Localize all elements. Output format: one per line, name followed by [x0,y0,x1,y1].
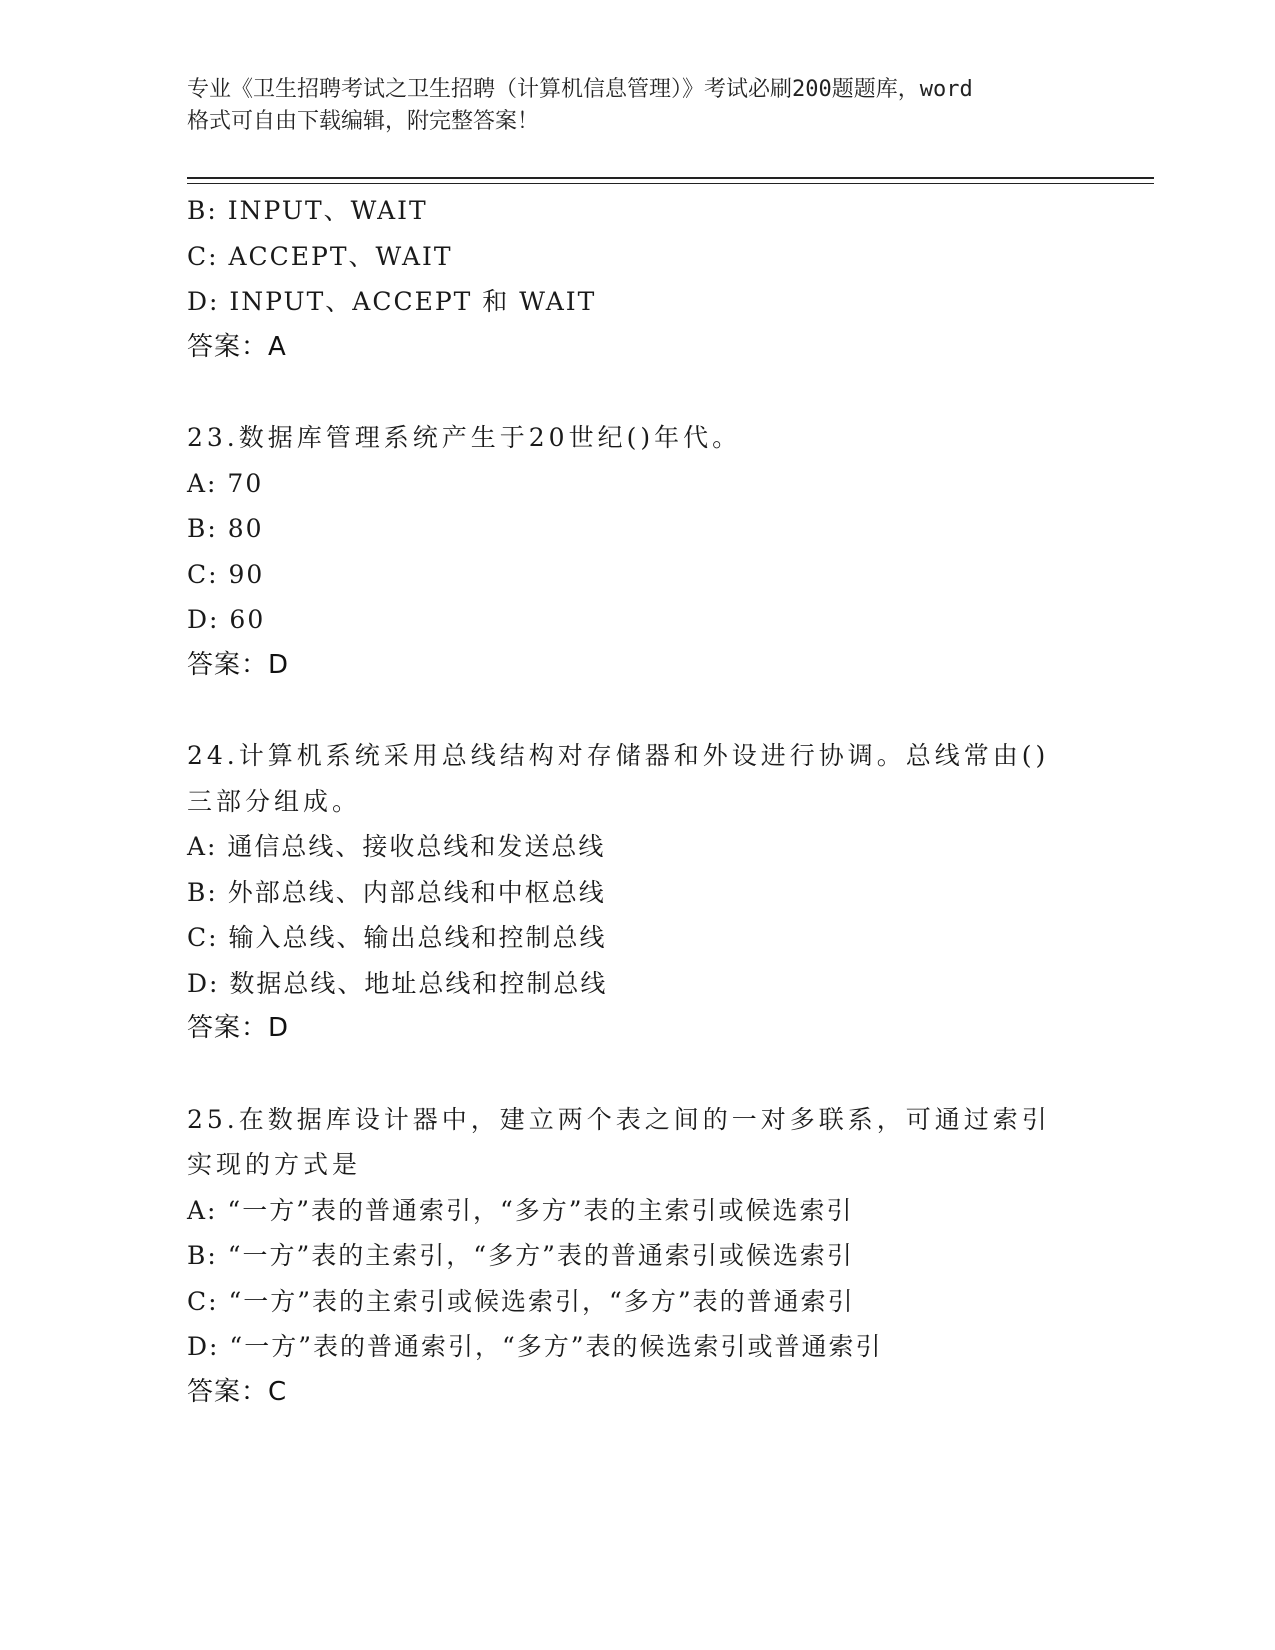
option-a: A: 70 [187,468,264,498]
question-block-25 [187,1097,1107,1416]
option-d: D: INPUT、ACCEPT 和 WAIT [187,287,597,316]
question-block-24 [187,733,1107,1052]
option-b: B: 80 [187,514,264,543]
question-text: 23.数据库管理系统产生于20世纪()年代。 [187,423,742,452]
option-d: D: 60 [187,605,266,634]
header-line-2: 格式可自由下载编辑，附完整答案！ [187,109,540,134]
document-header [187,74,1087,138]
answer-line: 答案：D [187,1013,290,1043]
answer-line: 答案：C [187,1376,288,1407]
option-d: D: “一方”表的普通索引，“多方”表的候选索引或普通索引 [187,1332,883,1361]
answer-line: 答案：A [187,331,287,362]
question-text: 24.计算机系统采用总线结构对存储器和外设进行协调。总线常由()三部分组成。 [187,741,1050,816]
question-text: 25.在数据库设计器中，建立两个表之间的一对多联系，可通过索引实现的方式是 [187,1104,1051,1179]
option-c: C: “一方”表的主索引或候选索引，“多方”表的普通索引 [187,1286,855,1316]
spacer [187,370,1107,415]
header-line-1: 专业《卫生招聘考试之卫生招聘（计算机信息管理）》考试必刷200题题库，word [187,77,973,102]
spacer [187,1052,1107,1097]
header-divider-thin [187,183,1154,184]
header-divider [187,177,1154,179]
option-a: A: “一方”表的普通索引，“多方”表的主索引或候选索引 [187,1195,854,1225]
option-d: D: 数据总线、地址总线和控制总线 [187,968,608,998]
option-a: A: 通信总线、接收总线和发送总线 [187,832,606,861]
spacer [187,688,1107,733]
question-list [187,188,1107,1415]
option-b: B: 外部总线、内部总线和中枢总线 [187,877,606,907]
option-c: C: 90 [187,559,265,589]
option-b: B: INPUT、WAIT [187,196,428,225]
question-block-22 [187,188,1107,370]
answer-line: 答案：D [187,649,290,680]
option-b: B: “一方”表的主索引，“多方”表的普通索引或候选索引 [187,1241,854,1270]
option-c: C: 输入总线、输出总线和控制总线 [187,923,607,952]
option-c: C: ACCEPT、WAIT [187,241,453,271]
question-block-23 [187,415,1107,688]
